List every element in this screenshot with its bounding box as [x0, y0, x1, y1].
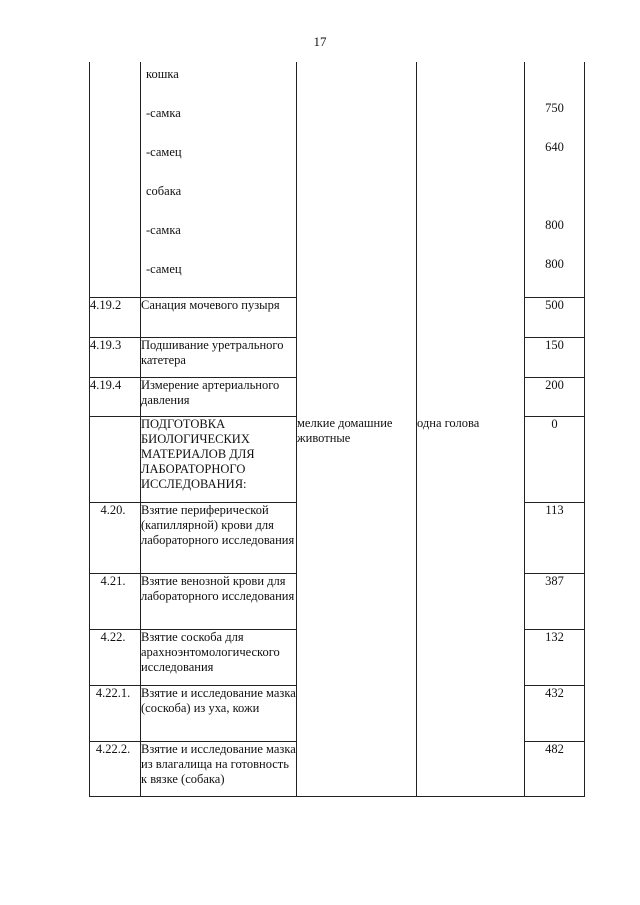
service-cell: Взятие венозной крови для лабораторного исследования — [141, 573, 297, 629]
price-cell: 387 — [525, 573, 585, 629]
price-cell: 0 — [525, 416, 585, 502]
category-cell: мелкие домашние животные — [297, 416, 417, 796]
price-cell: 113 — [525, 502, 585, 573]
table-row — [90, 297, 585, 337]
category-cell — [297, 62, 417, 297]
code-cell: 4.19.4 — [90, 377, 141, 416]
price-cell: 800 — [525, 218, 585, 257]
code-cell: 4.22.1. — [90, 685, 141, 741]
service-cell: кошка — [141, 62, 297, 101]
section-heading: ПОДГОТОВКА БИОЛОГИЧЕСКИХ МАТЕРИАЛОВ ДЛЯ ЛАБОРАТОРНОГО ИССЛЕДОВАНИЯ: — [141, 416, 297, 502]
unit-cell: одна голова — [417, 416, 525, 796]
price-cell: 482 — [525, 741, 585, 796]
code-cell: 4.22.2. — [90, 741, 141, 796]
code-cell: 4.19.2 — [90, 297, 141, 337]
code-cell: 4.21. — [90, 573, 141, 629]
code-cell: 4.22. — [90, 629, 141, 685]
price-cell: 150 — [525, 337, 585, 377]
category-cell — [297, 297, 417, 416]
price-cell: 132 — [525, 629, 585, 685]
code-cell — [90, 179, 141, 218]
service-cell: Санация мочевого пузыря — [141, 297, 297, 337]
service-cell: Измерение артериального давления — [141, 377, 297, 416]
code-cell — [90, 416, 141, 502]
table-row — [90, 416, 585, 502]
price-cell: 750 — [525, 101, 585, 140]
price-cell: 500 — [525, 297, 585, 337]
code-cell — [90, 101, 141, 140]
service-cell: -самка — [141, 101, 297, 140]
service-cell: Взятие и исследование мазка из влагалища на готовность к вязке (собака) — [141, 741, 297, 796]
price-cell — [525, 62, 585, 101]
unit-cell — [417, 62, 525, 297]
service-cell: Подшивание уретрального катетера — [141, 337, 297, 377]
page-number: 17 — [313, 34, 327, 49]
code-cell — [90, 62, 141, 101]
code-cell: 4.20. — [90, 502, 141, 573]
service-cell: -самка — [141, 218, 297, 257]
code-cell — [90, 257, 141, 297]
price-table — [89, 62, 585, 797]
code-cell — [90, 218, 141, 257]
unit-cell — [417, 297, 525, 416]
price-cell: 800 — [525, 257, 585, 297]
code-cell: 4.19.3 — [90, 337, 141, 377]
service-cell: Взятие соскоба для арахноэнтомологического исследования — [141, 629, 297, 685]
price-cell: 200 — [525, 377, 585, 416]
service-cell: -самец — [141, 257, 297, 297]
price-cell — [525, 179, 585, 218]
service-cell: Взятие периферической (капиллярной) крови для лабораторного исследования — [141, 502, 297, 573]
price-cell: 432 — [525, 685, 585, 741]
service-cell: -самец — [141, 140, 297, 179]
code-cell — [90, 140, 141, 179]
price-cell: 640 — [525, 140, 585, 179]
service-cell: Взятие и исследование мазка (соскоба) из уха, кожи — [141, 685, 297, 741]
service-cell: собака — [141, 179, 297, 218]
table-row — [90, 62, 585, 101]
